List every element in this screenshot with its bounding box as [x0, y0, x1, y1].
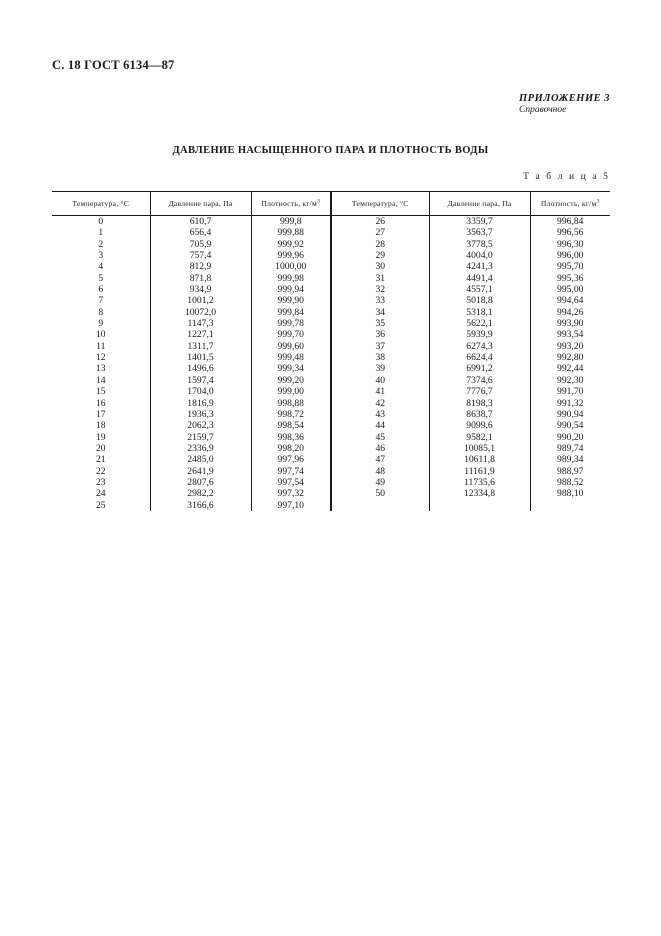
cell-density-right: 992,80	[530, 352, 610, 363]
cell-pressure-right: 10611,8	[429, 454, 530, 465]
cell-pressure-right: 5018,8	[429, 295, 530, 306]
cell-pressure-left: 871,8	[150, 273, 251, 284]
cell-temperature-left: 0	[98, 216, 104, 227]
cell-pressure-left: 1311,7	[150, 341, 251, 352]
cell-temperature-left: 21	[95, 454, 106, 466]
cell-density-left: 999,94	[251, 284, 331, 295]
cell-temperature-right: 38	[331, 352, 429, 363]
cell-temperature-right: 27	[331, 227, 429, 238]
cell-pressure-right: 5622,1	[429, 318, 530, 329]
cell-pressure-left: 812,9	[150, 261, 251, 272]
cell-temperature-left: 3	[98, 250, 104, 262]
table-row	[52, 284, 610, 295]
cell-pressure-left: 610,7	[150, 216, 251, 228]
cell-density-left: 999,96	[251, 250, 331, 261]
header-density-right-label: Плотность, кг/м	[540, 199, 597, 208]
header-pressure-right	[429, 192, 530, 216]
cell-density-left: 999,34	[251, 363, 331, 374]
cell-temperature-left: 1	[98, 227, 104, 239]
cell-density-right: 989,34	[530, 454, 610, 465]
cell-temperature-right: 50	[331, 488, 429, 499]
cell-temperature-right: 48	[331, 466, 429, 477]
cell-temperature-left: 5	[98, 272, 104, 284]
table-row	[52, 261, 610, 272]
table-row	[52, 250, 610, 261]
cell-density-right: 990,94	[530, 409, 610, 420]
cell-temperature-left: 25	[95, 499, 106, 511]
header-pressure-right-label: Давление пара, Па	[447, 199, 512, 208]
table-row	[52, 454, 610, 465]
cell-pressure-right: 6624,4	[429, 352, 530, 363]
table-row	[52, 409, 610, 420]
cell-density-left: 998,72	[251, 409, 331, 420]
cell-temperature-right: 45	[331, 432, 429, 443]
cell-density-right	[530, 500, 610, 511]
cell-density-left: 999,92	[251, 239, 331, 250]
cell-density-left: 997,54	[251, 477, 331, 488]
table-row	[52, 386, 610, 397]
cell-density-left: 999,90	[251, 295, 331, 306]
header-temperature-right	[331, 192, 429, 216]
cell-density-left: 997,10	[251, 500, 331, 511]
cell-density-right: 995,70	[530, 261, 610, 272]
appendix-block	[519, 92, 610, 117]
cell-temperature-right: 33	[331, 295, 429, 306]
cell-density-right: 991,70	[530, 386, 610, 397]
header-density-left-exponent: 3	[317, 198, 321, 205]
cell-temperature-right: 40	[331, 375, 429, 386]
cell-pressure-left: 2982,2	[150, 488, 251, 499]
table-row	[52, 352, 610, 363]
cell-temperature-left: 8	[98, 306, 104, 318]
cell-temperature-left: 2	[98, 238, 104, 250]
cell-pressure-right: 8198,3	[429, 398, 530, 409]
table-row	[52, 239, 610, 250]
cell-temperature-left: 12	[95, 352, 106, 364]
cell-temperature-left: 18	[95, 420, 106, 432]
table-row	[52, 295, 610, 306]
running-head: С. 18 ГОСТ 6134—87	[52, 58, 175, 72]
cell-density-right: 990,20	[530, 432, 610, 443]
cell-pressure-left: 1227,1	[150, 329, 251, 340]
cell-density-left: 999,70	[251, 329, 331, 340]
cell-temperature-left: 9	[98, 318, 104, 330]
cell-temperature-right: 31	[331, 273, 429, 284]
saturated-vapour-pressure-table	[52, 191, 610, 511]
cell-temperature-left: 11	[96, 340, 106, 352]
cell-pressure-left: 656,4	[150, 227, 251, 238]
cell-temperature-right: 44	[331, 420, 429, 431]
cell-density-right: 995,00	[530, 284, 610, 295]
cell-pressure-left: 3166,6	[150, 500, 251, 511]
table-row	[52, 363, 610, 374]
cell-pressure-left: 1936,3	[150, 409, 251, 420]
page-title: ДАВЛЕНИЕ НАСЫЩЕННОГО ПАРА И ПЛОТНОСТЬ ВОДЫ	[172, 145, 489, 156]
cell-pressure-right: 9099,6	[429, 420, 530, 431]
table-row	[52, 488, 610, 499]
cell-density-left: 999,60	[251, 341, 331, 352]
cell-pressure-right: 6274,3	[429, 341, 530, 352]
table-row	[52, 500, 610, 511]
cell-pressure-right: 9582,1	[429, 432, 530, 443]
cell-pressure-right: 4004,0	[429, 250, 530, 261]
cell-density-right: 989,74	[530, 443, 610, 454]
cell-density-left: 999,84	[251, 307, 331, 318]
table-row	[52, 216, 610, 228]
cell-pressure-right	[429, 500, 530, 511]
cell-temperature-left: 16	[95, 397, 106, 409]
cell-density-left: 997,74	[251, 466, 331, 477]
cell-pressure-right: 4557,1	[429, 284, 530, 295]
cell-pressure-left: 2641,9	[150, 466, 251, 477]
cell-pressure-right: 5939,9	[429, 329, 530, 340]
cell-density-left: 999,98	[251, 273, 331, 284]
cell-pressure-left: 1816,9	[150, 398, 251, 409]
cell-pressure-left: 2336,9	[150, 443, 251, 454]
cell-density-right: 995,36	[530, 273, 610, 284]
cell-temperature-left: 20	[95, 442, 106, 454]
cell-pressure-left: 1401,5	[150, 352, 251, 363]
cell-density-left: 1000,00	[251, 261, 331, 272]
table-row	[52, 227, 610, 238]
cell-density-left: 998,36	[251, 432, 331, 443]
cell-density-left: 998,88	[251, 398, 331, 409]
cell-density-left: 999,00	[251, 386, 331, 397]
cell-density-left: 998,20	[251, 443, 331, 454]
header-row	[52, 192, 610, 216]
cell-pressure-right: 3359,7	[429, 216, 530, 228]
cell-temperature-left: 7	[98, 295, 104, 307]
data-table-container	[52, 191, 610, 511]
cell-density-left: 999,48	[251, 352, 331, 363]
header-temperature-left-label: Температура, °С	[72, 199, 130, 208]
cell-density-right: 992,30	[530, 375, 610, 386]
cell-density-right: 992,44	[530, 363, 610, 374]
cell-pressure-right: 5318,1	[429, 307, 530, 318]
cell-density-left: 999,78	[251, 318, 331, 329]
cell-temperature-left: 4	[98, 261, 104, 273]
cell-temperature-left: 22	[95, 465, 106, 477]
cell-density-right: 996,00	[530, 250, 610, 261]
cell-temperature-right: 43	[331, 409, 429, 420]
cell-pressure-left: 10072,0	[150, 307, 251, 318]
header-density-right-exponent: 3	[596, 198, 600, 205]
cell-temperature-left: 15	[95, 386, 106, 398]
cell-density-right: 988,10	[530, 488, 610, 499]
cell-pressure-left: 2062,3	[150, 420, 251, 431]
cell-pressure-left: 1147,3	[150, 318, 251, 329]
table-number-caption: Т а б л и ц а 5	[523, 172, 610, 182]
cell-temperature-left: 19	[95, 431, 106, 443]
cell-pressure-right: 10085,1	[429, 443, 530, 454]
cell-pressure-right: 7374,6	[429, 375, 530, 386]
cell-temperature-right: 37	[331, 341, 429, 352]
cell-density-right: 993,20	[530, 341, 610, 352]
table-row	[52, 443, 610, 454]
table-row	[52, 432, 610, 443]
cell-temperature-right: 49	[331, 477, 429, 488]
cell-density-right: 994,64	[530, 295, 610, 306]
cell-temperature-left: 17	[95, 408, 106, 420]
cell-temperature-right: 29	[331, 250, 429, 261]
cell-density-left: 999,20	[251, 375, 331, 386]
cell-pressure-left: 2485,0	[150, 454, 251, 465]
cell-temperature-right: 47	[331, 454, 429, 465]
table-body	[52, 216, 610, 511]
cell-temperature-right: 28	[331, 239, 429, 250]
cell-density-right: 996,84	[530, 216, 610, 228]
cell-pressure-right: 4491,4	[429, 273, 530, 284]
cell-density-right: 991,32	[530, 398, 610, 409]
appendix-title: ПРИЛОЖЕНИЕ 3	[519, 93, 610, 104]
cell-density-right: 994,26	[530, 307, 610, 318]
cell-temperature-right: 30	[331, 261, 429, 272]
cell-pressure-right: 11161,9	[429, 466, 530, 477]
cell-temperature-left: 10	[95, 329, 106, 341]
cell-pressure-left: 1597,4	[150, 375, 251, 386]
cell-pressure-left: 1704,0	[150, 386, 251, 397]
header-density-left-label: Плотность, кг/м	[261, 199, 318, 208]
table-row	[52, 307, 610, 318]
cell-pressure-right: 8638,7	[429, 409, 530, 420]
header-pressure-left	[150, 192, 251, 216]
cell-pressure-right: 12334,8	[429, 488, 530, 499]
header-temperature-left	[52, 192, 150, 216]
header-density-right	[530, 192, 610, 216]
cell-pressure-right: 4241,3	[429, 261, 530, 272]
table-row	[52, 341, 610, 352]
cell-density-right: 996,30	[530, 239, 610, 250]
cell-pressure-right: 7776,7	[429, 386, 530, 397]
table-row	[52, 477, 610, 488]
table-row	[52, 318, 610, 329]
cell-temperature-right: 39	[331, 363, 429, 374]
cell-pressure-left: 2807,6	[150, 477, 251, 488]
cell-temperature-left: 23	[95, 476, 106, 488]
cell-density-right: 996,56	[530, 227, 610, 238]
cell-pressure-left: 1496,6	[150, 363, 251, 374]
cell-pressure-left: 2159,7	[150, 432, 251, 443]
cell-pressure-left: 934,9	[150, 284, 251, 295]
cell-pressure-left: 757,4	[150, 250, 251, 261]
cell-density-right: 988,97	[530, 466, 610, 477]
header-density-left	[251, 192, 331, 216]
cell-pressure-right: 6991,2	[429, 363, 530, 374]
cell-density-left: 997,96	[251, 454, 331, 465]
table-row	[52, 420, 610, 431]
cell-density-left: 999,8	[251, 216, 331, 228]
appendix-subtitle: Справочное	[519, 105, 567, 116]
cell-temperature-right: 46	[331, 443, 429, 454]
cell-density-left: 999,88	[251, 227, 331, 238]
cell-density-right: 988,52	[530, 477, 610, 488]
cell-pressure-right: 3563,7	[429, 227, 530, 238]
table-row	[52, 329, 610, 340]
cell-temperature-right: 26	[331, 216, 429, 228]
cell-temperature-right: 42	[331, 398, 429, 409]
cell-pressure-left: 705,9	[150, 239, 251, 250]
cell-density-right: 990,54	[530, 420, 610, 431]
cell-temperature-right: 34	[331, 307, 429, 318]
table-row	[52, 375, 610, 386]
cell-temperature-left: 13	[95, 363, 106, 375]
cell-temperature-left: 6	[98, 284, 104, 296]
cell-temperature-right: 32	[331, 284, 429, 295]
cell-temperature-right: 36	[331, 329, 429, 340]
header-pressure-left-label: Давление пара, Па	[168, 199, 233, 208]
cell-density-left: 997,32	[251, 488, 331, 499]
cell-pressure-right: 3778,5	[429, 239, 530, 250]
cell-density-right: 993,90	[530, 318, 610, 329]
table-row	[52, 398, 610, 409]
cell-pressure-left: 1001,2	[150, 295, 251, 306]
cell-density-left: 998,54	[251, 420, 331, 431]
table-row	[52, 466, 610, 477]
cell-temperature-left: 14	[95, 374, 106, 386]
table-row	[52, 273, 610, 284]
cell-temperature-right: 41	[331, 386, 429, 397]
cell-density-right: 993,54	[530, 329, 610, 340]
header-temperature-right-label: Температура, °С	[351, 199, 409, 208]
table-header	[52, 192, 610, 216]
cell-temperature-right: 35	[331, 318, 429, 329]
cell-temperature-right	[331, 500, 429, 511]
cell-pressure-right: 11735,6	[429, 477, 530, 488]
cell-temperature-left: 24	[95, 488, 106, 500]
